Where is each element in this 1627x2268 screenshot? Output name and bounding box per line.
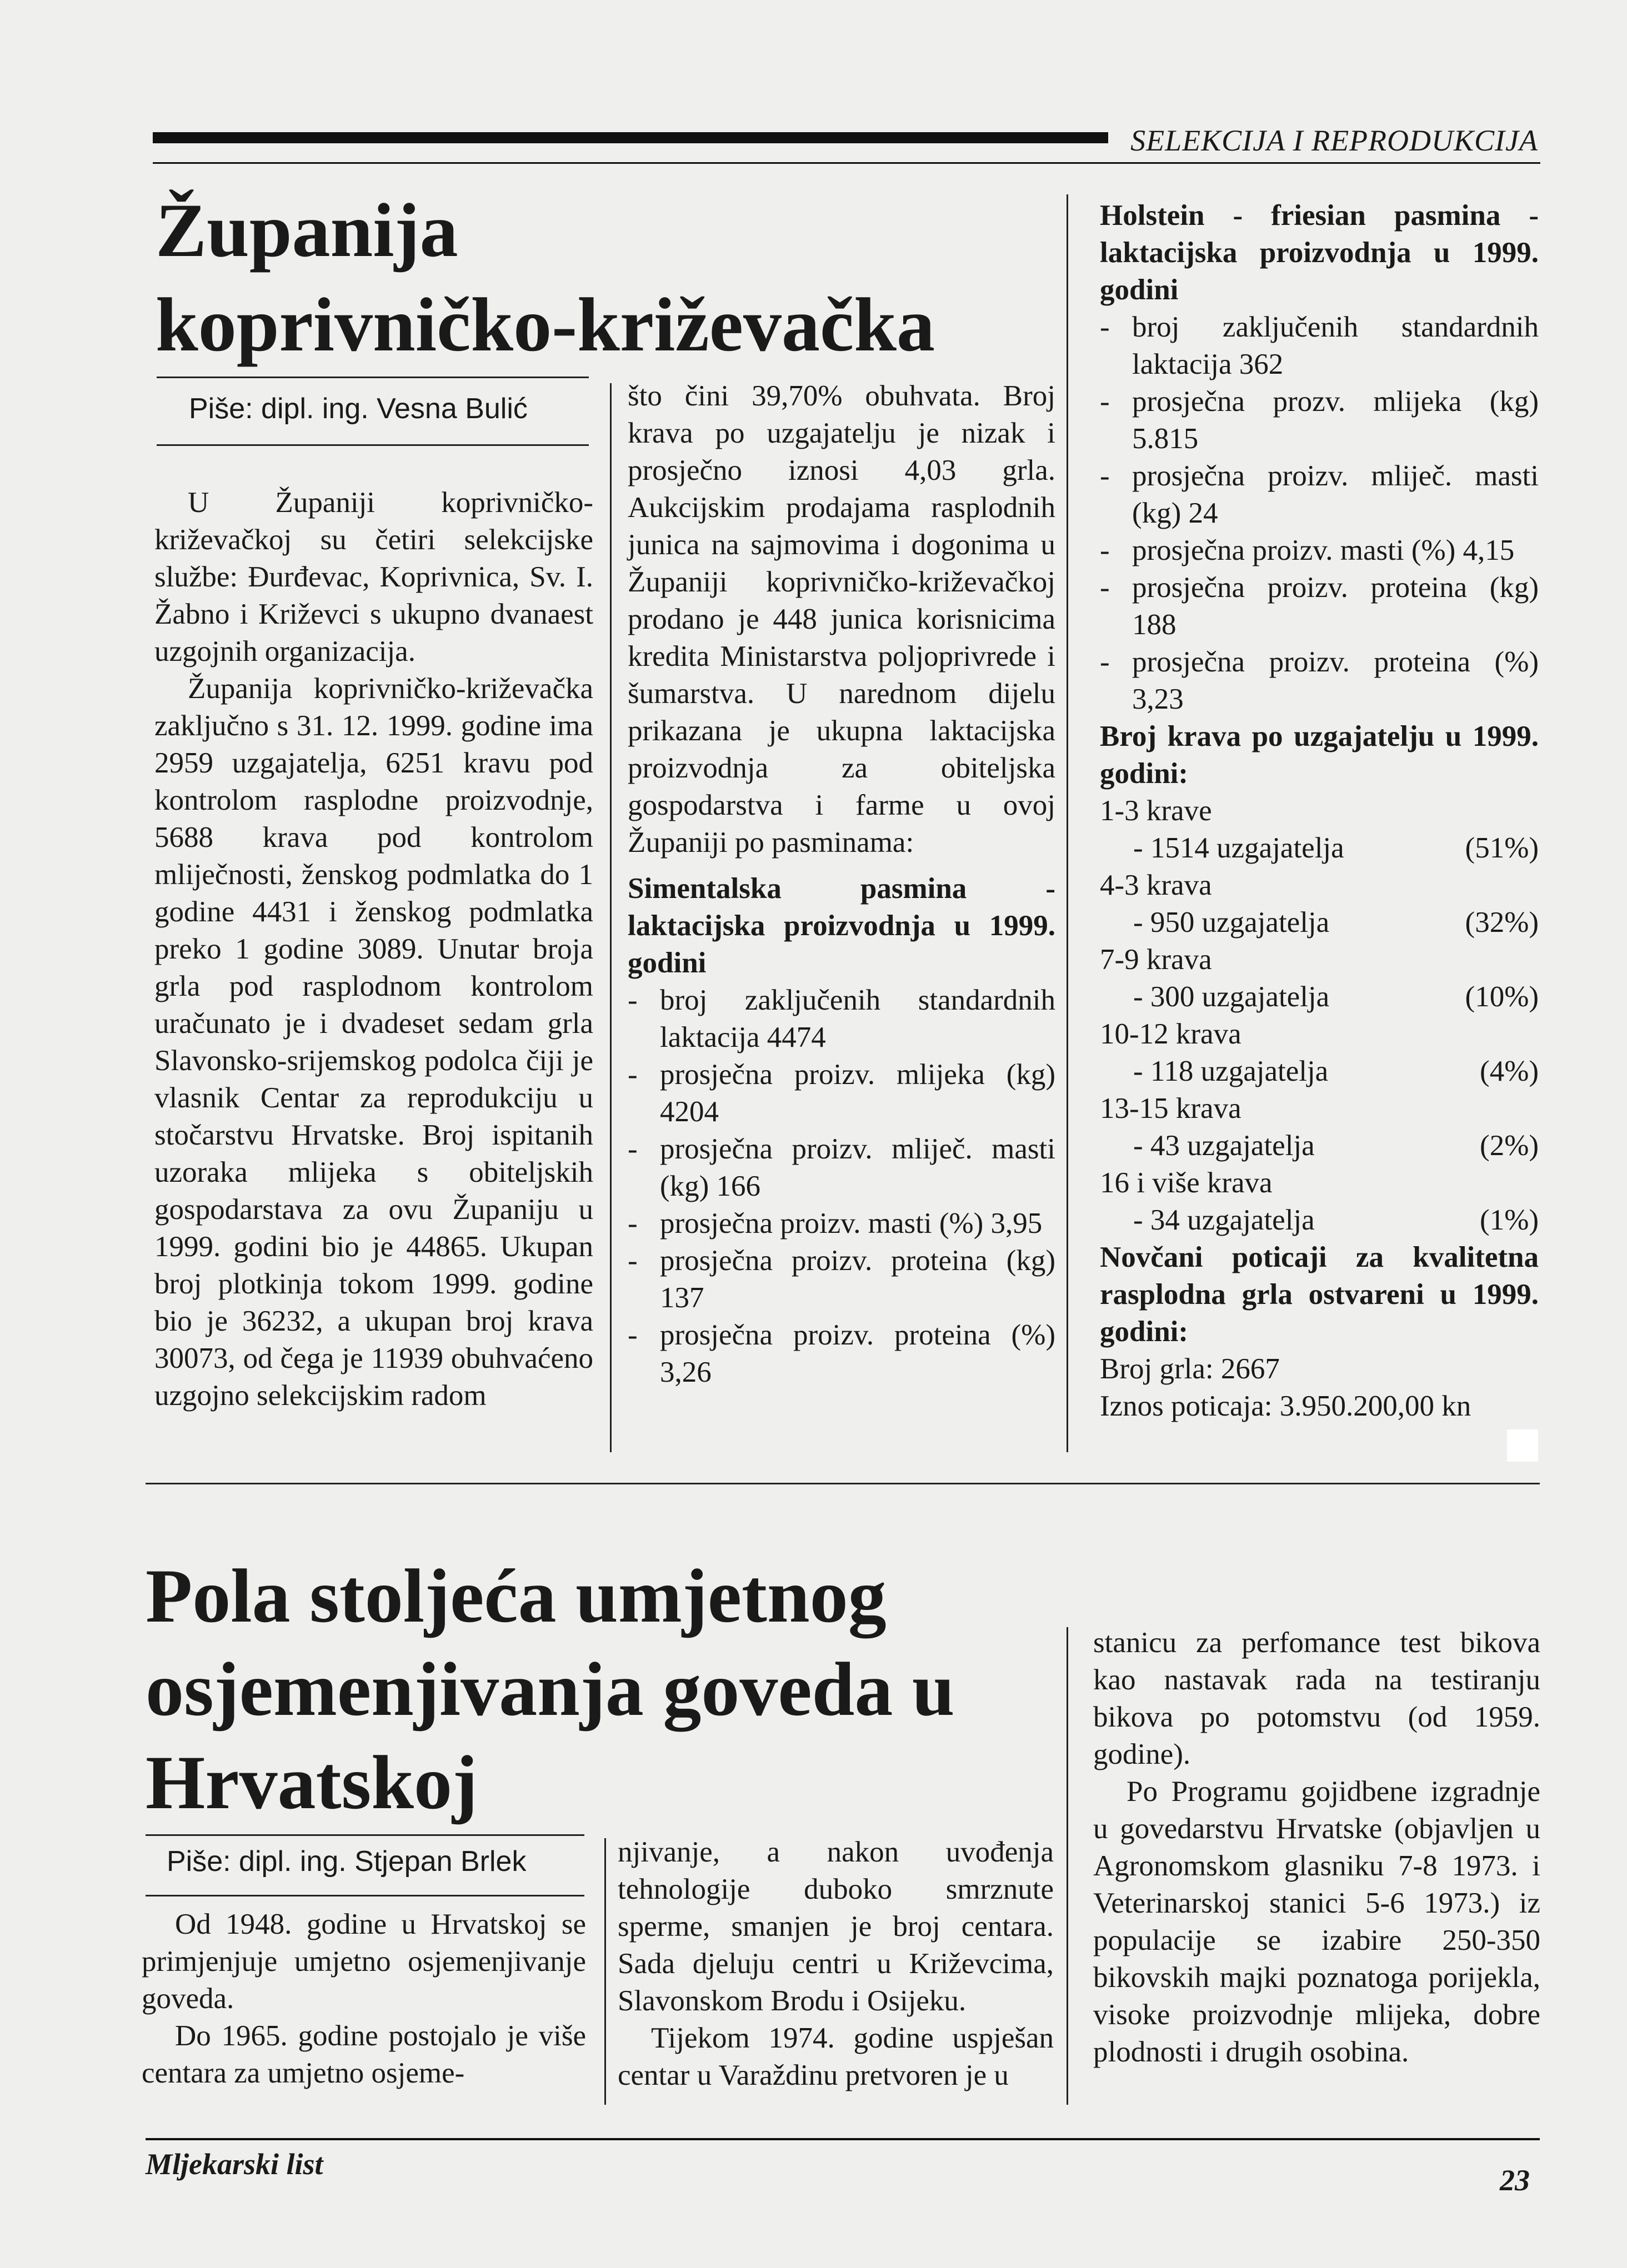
- holstein-item: - prosječna proizv. proteina (%) 3,23: [1100, 646, 1539, 715]
- cow-group-count: - 1514 uzgajatelja: [1133, 832, 1344, 864]
- simental-list: [628, 982, 1055, 1391]
- footer-rule: [146, 2138, 1540, 2140]
- simental-item: - prosječna proizv. masti (%) 3,95: [628, 1207, 1043, 1240]
- article1-col2-paragraph1: što čini 39,70% obuhvata. Broj krava po uzgajatelju je nizak i prosječno iznosi 4,03 grla. Aukcijskim prodajama rasplodnih junica na sajmovima i dogonima u Županiji koprivničko-križevačkoj prodano je 448 junica korisnicima kredita Ministarstva poljoprivrede i šumarstva. U narednom dijelu prikazana je ukupna laktacijska proizvodnja za obiteljska gospodarstva i farme u ovoj Županiji po pasminama:: [628, 380, 1055, 859]
- article2-col3-paragraph1: stanicu za perfomance test bikova kao nastavak rada na testiranju bikova po potomstvu (od 1959. godine).: [1093, 1627, 1540, 1770]
- column-separator-1: [610, 383, 612, 1452]
- holstein-item: - prosječna prozv. mlijeka (kg) 5.815: [1100, 385, 1539, 455]
- article1-byline: Piše: dipl. ing. Vesna Bulić: [189, 393, 528, 425]
- article2-column1: [142, 1906, 586, 2092]
- cow-group-range: 10-12 krava: [1100, 1018, 1241, 1050]
- cows-per-farmer-heading: Broj krava po uzgajatelju u 1999. godini:: [1100, 720, 1539, 790]
- cow-group-pct: (4%): [1480, 1055, 1539, 1087]
- article1-column2: [628, 378, 1055, 1391]
- cow-group-range: 13-15 krava: [1100, 1092, 1241, 1125]
- cow-group: [1100, 867, 1539, 941]
- section-title: SELEKCIJA I REPRODUKCIJA: [1130, 124, 1538, 157]
- cow-group: [1100, 941, 1539, 1016]
- cow-group-pct: (32%): [1465, 906, 1539, 939]
- cow-group-pct: (10%): [1465, 981, 1539, 1013]
- cow-group-count: - 300 uzgajatelja: [1133, 981, 1330, 1013]
- simental-item: - broj zaključenih standardnih laktacija 4474: [628, 984, 1055, 1053]
- article1-col1-paragraph2: Županija koprivničko-križevačka zaključno s 31. 12. 1999. godine ima 2959 uzgajatelja, 6251 kravu pod kontrolom rasplodne proizvodnje, 5688 krava pod kontrolom mliječnosti, ženskog podmlatka do 1 godine 4431 i ženskog podmlatka preko 1 godine 3089. Unutar broja grla pod rasplodnom kontrolom uračunato je i dvadeset sedam grla Slavonsko-srijemskog podolca čiji je vlasnik Centar za reprodukciju u stočarstvu Hrvatske. Broj ispitanih uzoraka mlijeka s obiteljskih gospodarstava za ovu Županiju u 1999. godini bio je 44865. Ukupan broj plotkinja tokom 1999. godine bio je 36232, a ukupan broj krava 30073, od čega je 11939 obuhvaćeno uzgojno selekcijskim radom: [154, 673, 593, 1412]
- byline-bottom-rule: [157, 444, 589, 446]
- holstein-heading: Holstein - friesian pasmina - laktacijska proizvodnja u 1999. godini: [1100, 199, 1539, 306]
- cow-group: [1100, 1090, 1539, 1165]
- article2-column-separator-1: [604, 1838, 606, 2105]
- article1-title: [156, 183, 935, 372]
- holstein-item: - prosječna proizv. mliječ. masti (kg) 24: [1100, 460, 1539, 529]
- article2-column-separator-2: [1067, 1627, 1068, 2105]
- cow-group-count: - 950 uzgajatelja: [1133, 906, 1330, 939]
- cow-group: [1100, 792, 1539, 867]
- article2-col3-paragraph2: Po Programu gojidbene izgradnje u govedarstvu Hrvatske (objavljen u Agronomskom glasniku 7-8 1973. i Veterinarskoj stanici 5-6 1973.) iz populacije se izabire 250-350 bikovskih majki poznatoga porijekla, visoke proizvodnje mlijeka, dobre plodnosti i drugih osobina.: [1093, 1775, 1540, 2068]
- article2-column3: [1093, 1624, 1540, 2071]
- header-thick-bar: [153, 132, 1108, 143]
- cow-group-range: 4-3 krava: [1100, 869, 1212, 901]
- subsidy-amount: Iznos poticaja: 3.950.200,00 kn: [1100, 1390, 1471, 1422]
- article1-column1: [154, 484, 593, 1414]
- article2-col1-paragraph2: Do 1965. godine postojalo je više centara za umjetno osjeme-: [142, 2020, 586, 2089]
- cow-group-pct: (2%): [1480, 1130, 1539, 1162]
- cow-group-pct: (51%): [1465, 832, 1539, 864]
- page-number: 23: [1500, 2164, 1530, 2197]
- article2-title-line3: Hrvatskoj: [146, 1740, 478, 1825]
- article2-col2-paragraph2: Tijekom 1974. godine uspješan centar u Varaždinu pretvoren je u: [618, 2022, 1054, 2091]
- simental-item: - prosječna proizv. proteina (kg) 137: [628, 1245, 1055, 1314]
- holstein-item: - broj zaključenih standardnih laktacija 362: [1100, 311, 1539, 380]
- simental-heading: Simentalska pasmina - laktacijska proizvodnja u 1999. godini: [628, 872, 1055, 979]
- header-rule: [153, 162, 1540, 164]
- cow-group: [1100, 1165, 1539, 1239]
- subsidy-heads: Broj grla: 2667: [1100, 1353, 1280, 1385]
- publication-name: Mljekarski list: [146, 2147, 323, 2181]
- article1-title-line1: Županija: [156, 188, 458, 273]
- subsidy-heading: Novčani poticaji za kvalitetna rasplodna grla ostvareni u 1999. godini:: [1100, 1241, 1539, 1348]
- holstein-item: - prosječna proizv. proteina (kg) 188: [1100, 571, 1539, 641]
- article2-column2: [618, 1834, 1054, 2094]
- cow-group-count: - 118 uzgajatelja: [1133, 1055, 1329, 1087]
- cow-group-pct: (1%): [1480, 1204, 1539, 1236]
- cow-group-range: 1-3 krave: [1100, 795, 1212, 827]
- cow-group-range: 7-9 krava: [1100, 944, 1212, 976]
- article2-byline-bottom-rule: [146, 1895, 584, 1896]
- holstein-item: - prosječna proizv. masti (%) 4,15: [1100, 534, 1515, 566]
- article2-byline-top-rule: [146, 1834, 584, 1836]
- cow-group: [1100, 1016, 1539, 1090]
- article-separator-rule: [146, 1483, 1540, 1484]
- cow-group-range: 16 i više krava: [1100, 1167, 1273, 1199]
- simental-item: - prosječna proizv. mlijeka (kg) 4204: [628, 1058, 1055, 1128]
- article1-title-line2: koprivničko-križevačka: [156, 282, 935, 367]
- end-of-article-marker: [1507, 1429, 1538, 1462]
- article2-title: [146, 1549, 979, 1829]
- article2-title-line2: osjemenjivanja goveda u: [146, 1647, 955, 1732]
- article1-col1-paragraph1: U Županiji koprivničko-križevačkoj su četiri selekcijske službe: Đurđevac, Koprivnica, Sv. I. Žabno i Križevci s ukupno dvanaest uzgojnih organizacija.: [154, 486, 593, 668]
- column-separator-2: [1067, 194, 1068, 1452]
- simental-item: - prosječna proizv. proteina (%) 3,26: [628, 1319, 1055, 1388]
- article2-col2-paragraph1: njivanje, a nakon uvođenja tehnologije duboko smrznute sperme, smanjen je broj centara. Sada djeluju centri u Križevcima, Slavonskom Brodu i Osijeku.: [618, 1836, 1054, 2017]
- holstein-list: [1100, 309, 1539, 718]
- article2-col1-paragraph1: Od 1948. godine u Hrvatskoj se primjenjuje umjetno osjemenjivanje goveda.: [142, 1908, 586, 2015]
- cow-group-count: - 34 uzgajatelja: [1133, 1204, 1315, 1236]
- cow-groups: [1100, 792, 1539, 1239]
- article1-column3: [1100, 197, 1539, 1425]
- simental-item: - prosječna proizv. mliječ. masti (kg) 166: [628, 1133, 1055, 1202]
- cow-group-count: - 43 uzgajatelja: [1133, 1130, 1315, 1162]
- article2-title-line1: Pola stoljeća umjetnog: [146, 1553, 887, 1638]
- article2-byline: Piše: dipl. ing. Stjepan Brlek: [167, 1845, 527, 1878]
- byline-top-rule: [157, 377, 589, 378]
